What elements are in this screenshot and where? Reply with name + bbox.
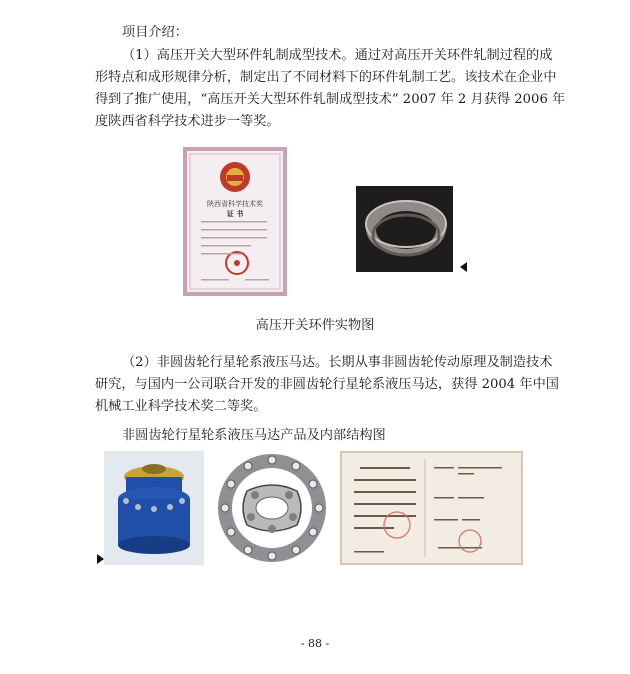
left-pointer-icon: [460, 262, 467, 272]
item2-line2: 研究，与国内一公司联合开发的非圆齿轮行星轮系液压马达，获得 2004 年中国: [95, 377, 559, 392]
right-pointer-icon: [97, 554, 104, 564]
item1-line4: 度陕西省科学技术进步一等奖。: [95, 114, 280, 129]
section-heading: 项目介绍：: [122, 25, 188, 40]
certificate-2-drawing: [342, 453, 521, 563]
caption-ring: 高压开关环件实物图: [255, 318, 375, 333]
item1-line2: 形特点和成形规律分析，制定出了不同材料下的环件轧制工艺。该技术在企业中: [95, 70, 557, 85]
certificate-1-drawing: [187, 151, 283, 292]
certificate-image-2: [340, 451, 523, 565]
certificate-image-1: [183, 147, 287, 296]
item1-line1: （1）高压开关大型环件轧制成型技术。通过对高压开关环件轧制过程的成: [122, 48, 553, 63]
caption-motor: 非圆齿轮行星轮系液压马达产品及内部结构图: [122, 428, 386, 443]
item2-line1: （2）非圆齿轮行星轮系液压马达。长期从事非圆齿轮传动原理及制造技术: [122, 355, 553, 370]
motor-drawing: [104, 451, 204, 565]
item1-line3: 得到了推广使用，“高压开关大型环件轧制成型技术” 2007 年 2 月获得 2006 年: [95, 92, 566, 107]
ring-photo: [356, 186, 453, 272]
motor-photo: [104, 451, 204, 565]
gear-structure-photo: [207, 451, 337, 565]
ring-drawing: [356, 186, 453, 272]
item2-line3: 机械工业科学技术奖二等奖。: [95, 399, 267, 414]
certificate-1-subtitle: 证 书: [226, 209, 244, 218]
certificate-1-title: 陕西省科学技术奖: [207, 200, 263, 208]
gear-drawing: [207, 451, 337, 565]
page-number: - 88 -: [300, 637, 330, 650]
